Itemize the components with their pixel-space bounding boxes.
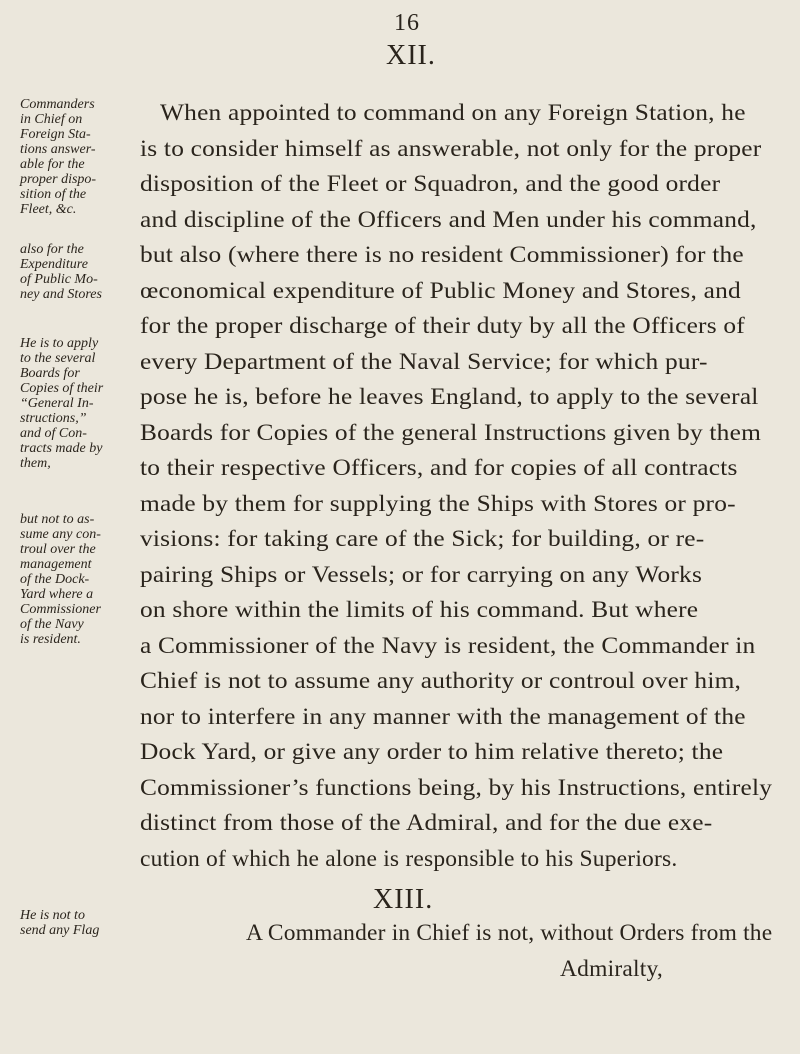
section-number-xiii: XIII. bbox=[373, 884, 434, 915]
body-line: œconomical expenditure of Public Money and Stores, and bbox=[140, 278, 741, 304]
body-line: Boards for Copies of the general Instructions given by them bbox=[140, 420, 762, 446]
margin-note-boards: He is to apply to the several Boards for Copies of their “General In- structions,” and of Con- tracts made by them, bbox=[20, 336, 104, 471]
section-number-xii: XII. bbox=[386, 40, 436, 71]
margin-note-dockyard: but not to as- sume any con- troul over the management of the Dock- Yard where a Commissioner of the Navy is resident. bbox=[20, 512, 101, 647]
body-line: to their respective Officers, and for copies of all contracts bbox=[140, 455, 738, 481]
body-line: pose he is, before he leaves England, to apply to the several bbox=[140, 384, 759, 410]
body-line: and discipline of the Officers and Men under his command, bbox=[140, 207, 757, 233]
body-line: is to consider himself as answerable, not only for the proper bbox=[140, 136, 762, 162]
body-line: Admiralty, bbox=[560, 956, 663, 982]
body-line: disposition of the Fleet or Squadron, and the good order bbox=[140, 171, 721, 197]
body-line: on shore within the limits of his command. But where bbox=[140, 597, 699, 623]
body-line: visions: for taking care of the Sick; for building, or re- bbox=[140, 526, 705, 552]
margin-note-flag: He is not to send any Flag bbox=[20, 908, 100, 938]
body-line: nor to interfere in any manner with the management of the bbox=[140, 704, 746, 730]
body-line: a Commissioner of the Navy is resident, the Commander in bbox=[140, 633, 756, 659]
body-line: Chief is not to assume any authority or controul over him, bbox=[140, 668, 742, 694]
margin-note-expenditure: also for the Expenditure of Public Mo- ney and Stores bbox=[20, 242, 102, 302]
body-line: for the proper discharge of their duty by all the Officers of bbox=[140, 313, 745, 339]
body-line: made by them for supplying the Ships with Stores or pro- bbox=[140, 491, 736, 517]
body-line: every Department of the Naval Service; for which pur- bbox=[140, 349, 708, 375]
body-line: cution of which he alone is responsible to his Superiors. bbox=[140, 846, 678, 872]
body-line: pairing Ships or Vessels; or for carrying on any Works bbox=[140, 562, 703, 588]
body-line: When appointed to command on any Foreign Station, he bbox=[160, 100, 746, 126]
body-line: A Commander in Chief is not, without Orders from the bbox=[246, 920, 773, 946]
margin-note-commanders: Commanders in Chief on Foreign Sta- tions answer- able for the proper dispo- sition of the Fleet, &c. bbox=[20, 97, 97, 217]
body-line: but also (where there is no resident Commissioner) for the bbox=[140, 242, 744, 268]
body-line: Dock Yard, or give any order to him relative thereto; the bbox=[140, 739, 724, 765]
body-line: distinct from those of the Admiral, and for the due exe- bbox=[140, 810, 713, 836]
page-number: 16 bbox=[394, 10, 420, 36]
body-line: Commissioner’s functions being, by his Instructions, entirely bbox=[140, 775, 773, 801]
